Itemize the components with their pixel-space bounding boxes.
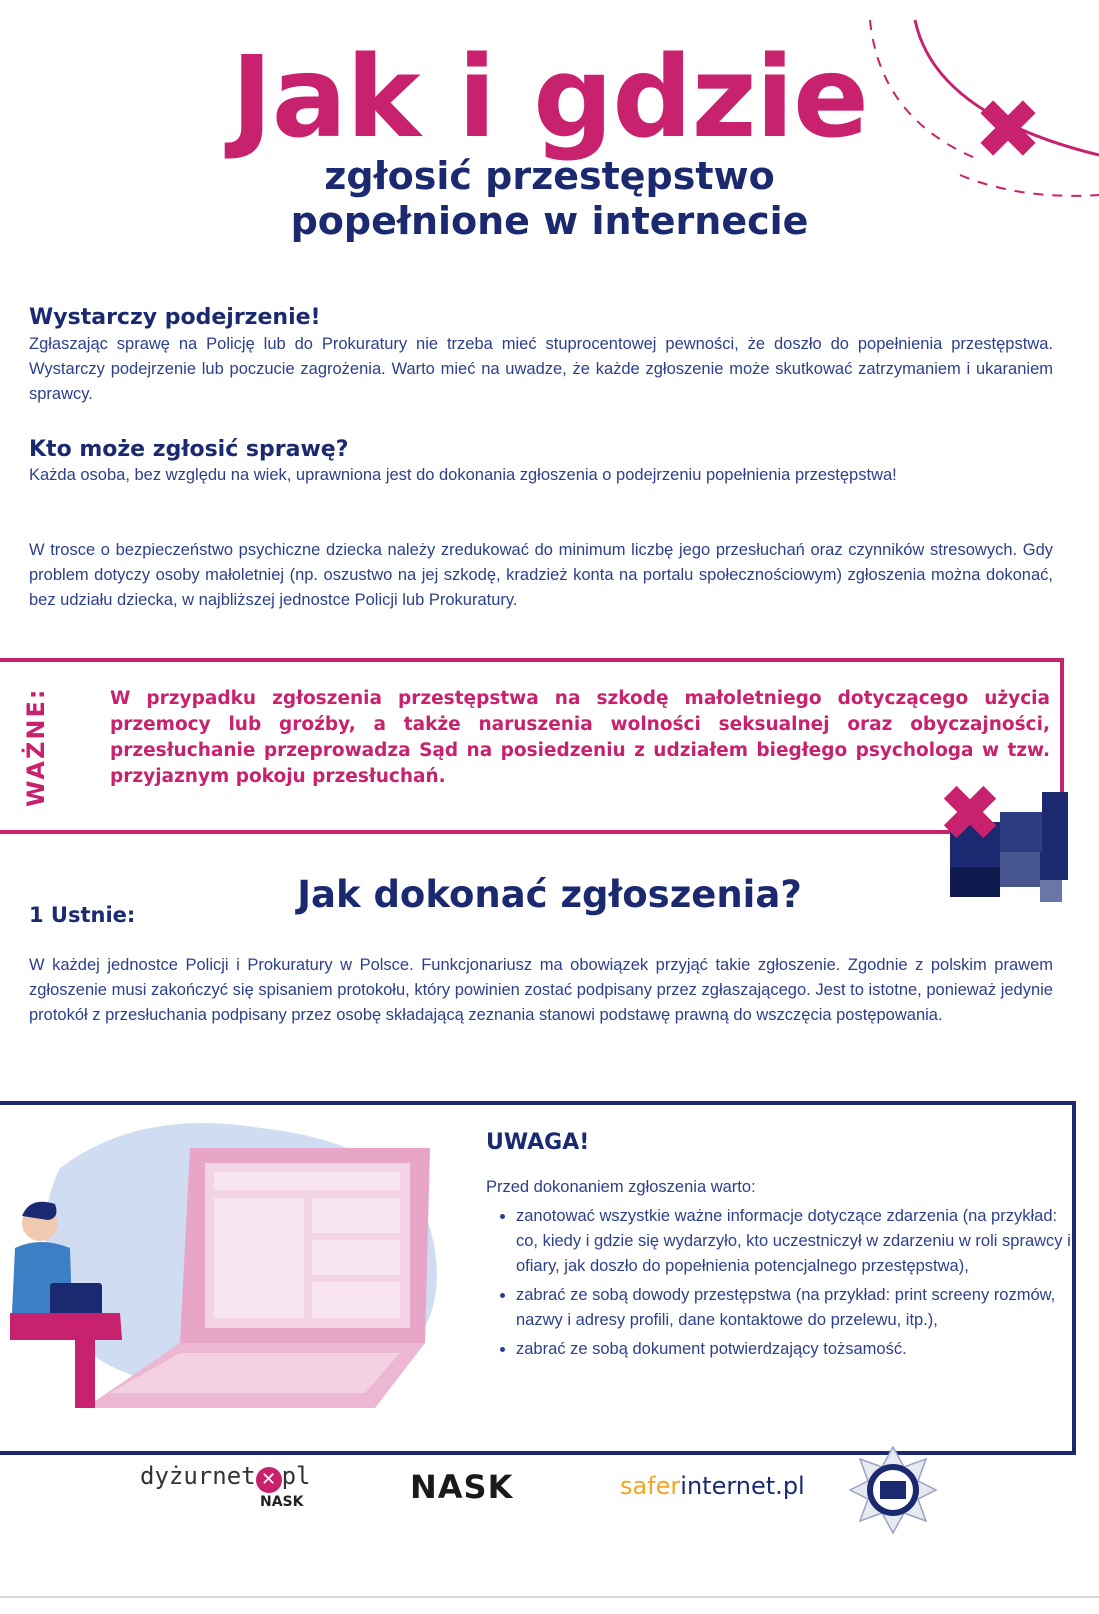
important-text: W przypadku zgłoszenia przestępstwa na szkodę małoletniego dotyczącego użycia przemocy lub groźby, a także naruszenia wolności seksualnej oraz obyczajności, przesłuchanie przeprowadza Sąd na posiedzeniu z udziałem biegłego psychologa w tzw. przyjaznym pokoju przesłuchań. [110, 688, 1050, 787]
notice-title: UWAGA! [486, 1130, 590, 1155]
logo-dyzurnet[interactable] [140, 1462, 330, 1522]
logo-saferinternet[interactable] [620, 1472, 805, 1500]
logo-dyzurnet-tld: pl [281, 1462, 311, 1490]
laptop-illustration [0, 1108, 470, 1408]
footer-divider [0, 1596, 1099, 1598]
suspicion-heading: Wystarczy podejrzenie! [29, 305, 321, 330]
who-text-2: W trosce o bezpieczeństwo psychiczne dziecka należy zredukować do minimum liczbę jego przesłuchań oraz czynników stresowych. Gdy problem dotyczy osoby małoletniej (np. oszustwo na jej szkodę, kradzież konta na portalu społecznościowym) zgłoszenia można dokonać, bez udziału dziecka, w najbliższej jednostce Policji lub Prokuratury. [29, 541, 1053, 609]
logo-dyzurnet-sub: NASK [260, 1494, 304, 1510]
notice-intro: Przed dokonaniem zgłoszenia warto: [486, 1178, 756, 1196]
list-item: • zabrać ze sobą dowody przestępstwa (na przykład: print screeny rozmów, nazwy i adresy profili, dane kontaktowe do przelewu, itp.), [516, 1283, 1076, 1333]
cross-circle-icon: ✕ [256, 1467, 282, 1493]
police-badge-icon [848, 1445, 938, 1535]
suspicion-text: Zgłaszając sprawę na Policję lub do Prokuratury nie trzeba mieć stuprocentowej pewności, że doszło do popełnienia przestępstwa. Wystarczy podejrzenie lub poczucie zagrożenia. Warto mieć na uwadze, że każde zgłoszenie może skutkować zatrzymaniem i ukaraniem sprawcy. [29, 335, 1053, 403]
logo-saferinternet-b: internet.pl [680, 1472, 805, 1500]
important-label: WAŻNE: [22, 687, 50, 808]
logo-saferinternet-a: safer [620, 1472, 681, 1500]
oral-text: W każdej jednostce Policji i Prokuratury w Polsce. Funkcjonariusz ma obowiązek przyjąć takie zgłoszenie. Zgodnie z polskim prawem zgłoszenie musi zakończyć się spisaniem protokołu, który powinien zostać podpisany przez zgłaszającego. Jest to istotne, ponieważ jedynie protokół z przesłuchania podpisany przez osobę składającą zeznania stanowi podstawę prawną do wszczęcia postępowania. [29, 956, 1053, 1024]
page-subtitle-line2: popełnione w internecie [290, 199, 809, 243]
who-text-1: Każda osoba, bez względu na wiek, uprawniona jest do dokonania zgłoszenia o podejrzeniu popełnienia przestępstwa! [29, 466, 897, 484]
page-subtitle-line1: zgłosić przestępstwo [324, 154, 775, 198]
who-heading: Kto może zgłosić sprawę? [29, 437, 349, 462]
oral-heading: 1 Ustnie: [29, 903, 136, 927]
list-item: • zanotować wszystkie ważne informacje dotyczące zdarzenia (na przykład: co, kiedy i gdzie się wydarzyło, kto uczestniczył w zdarzeniu w roli sprawcy i ofiary, jak doszło do popełnienia potencjalnego przestępstwa), [516, 1204, 1076, 1279]
logo-nask[interactable]: NASK [410, 1468, 514, 1506]
notice-list [492, 1204, 1076, 1366]
how-title: Jak dokonać zgłoszenia? [297, 873, 802, 916]
list-item: • zabrać ze sobą dokument potwierdzający tożsamość. [516, 1337, 1076, 1362]
logo-dyzurnet-text: dyżurnet [140, 1462, 256, 1490]
page-title: Jak i gdzie [231, 33, 868, 163]
